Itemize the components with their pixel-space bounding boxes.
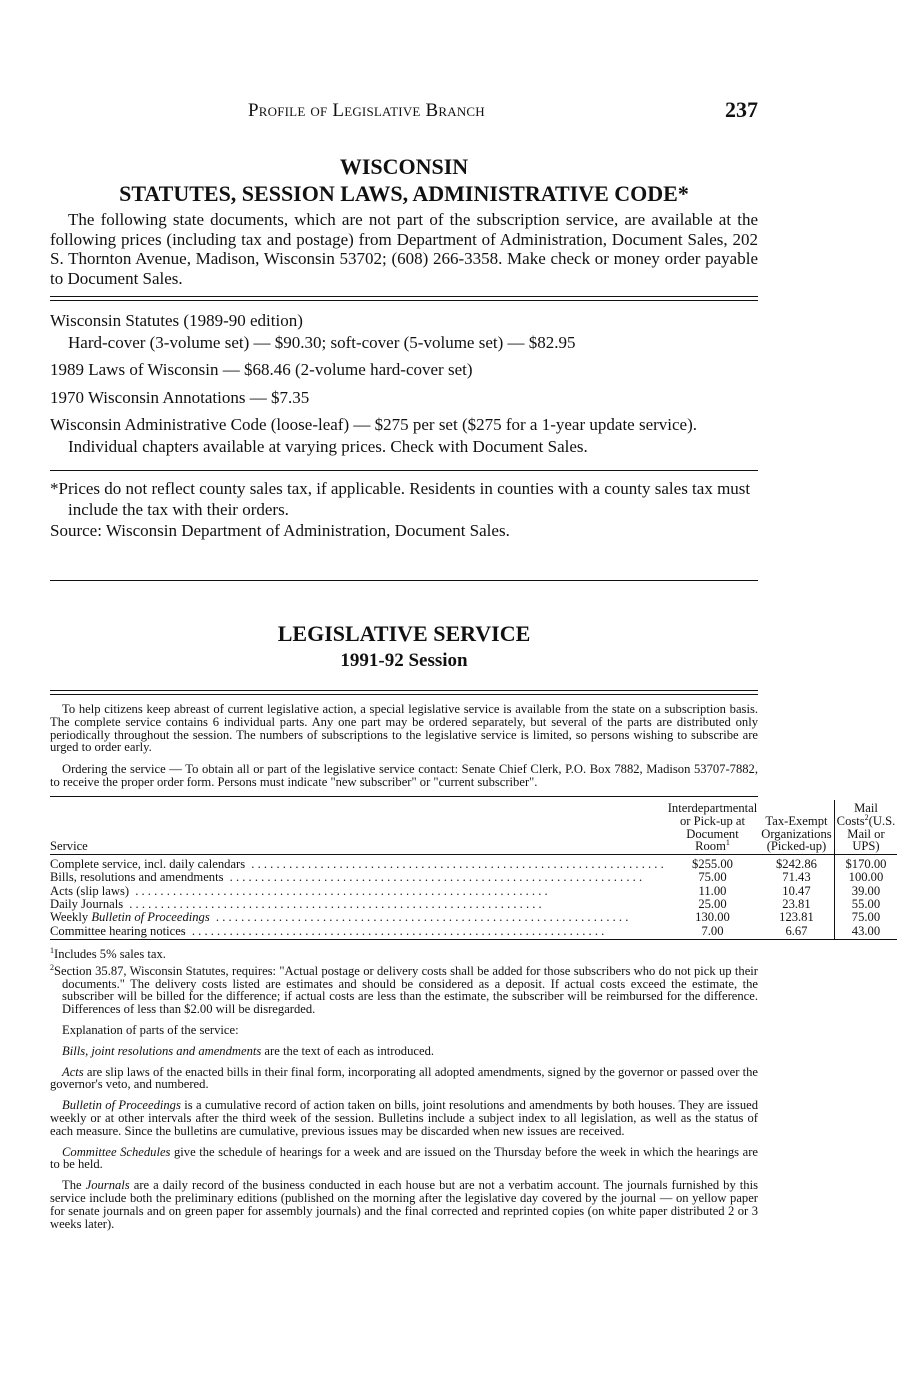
table-row [50,925,897,940]
page-number: 237 [725,97,758,122]
intro-paragraph: The following state documents, which are not part of the subscription service, are available at the following prices (including tax and postage) from Department of Administration, Document Sales, 202 S. Thornton Avenue, Madison, Wisconsin 53702; (608) 266-3358. Make check or money order payable to Document Sales. [50,210,758,288]
price-interdepartmental: 75.00 [698,870,727,885]
service-name: Daily Journals [50,897,124,912]
legislative-service-intro [50,703,758,789]
column-header-text: (U.S. Mail or UPS) [847,813,896,854]
price-tax-exempt: 123.81 [779,910,814,925]
price-interdepartmental: 7.00 [666,925,760,940]
divider-rule [50,470,758,471]
price-mail: 43.00 [834,925,897,940]
divider-rule [50,580,758,581]
footnote-text: *Prices do not reflect county sales tax, if applicable. Residents in counties with a county sales tax must include the tax with their orders. [50,479,751,519]
running-head [50,97,758,126]
double-rule [50,296,758,301]
table-row [50,898,897,911]
source-note: Source: Wisconsin Department of Administration, Document Sales. [50,521,510,540]
price-mail: 55.00 [834,898,897,911]
price-list [50,310,758,457]
price-interdepartmental: 130.00 [695,910,730,925]
price-item: Hard-cover (3-volume set) — $90.30; soft-cover (5-volume set) — $82.95 [68,332,576,352]
notes-and-explanations [50,945,758,1234]
column-header-text: Interdepartmental or Pick-up at Document Room [667,801,758,854]
price-mail: 75.00 [834,911,897,924]
price-mail: 100.00 [834,871,897,884]
section1-footnote [50,478,758,541]
table-row [50,871,897,884]
price-item: Wisconsin Statutes (1989-90 edition) [50,311,303,330]
service-name: Bills, resolutions and amendments [50,870,224,885]
price-item: Wisconsin Administrative Code (loose-leaf) — $275 per set ($275 for a 1-year update service). Individual chapters available at varying prices. Check with Document Sales. [50,415,698,456]
table-row [50,855,897,872]
price-tax-exempt: 6.67 [759,925,834,940]
section-title-line1: WISCONSIN [339,154,469,179]
explanation-heading: Explanation of parts of the service: [62,1022,239,1037]
section-title: LEGISLATIVE SERVICE [277,621,531,646]
section-title-wisconsin [50,153,758,207]
price-tax-exempt: $242.86 [775,857,817,872]
table-footnote-2: $^2$Section 35.87, Wisconsin Statutes, requires: "Actual postage or delivery costs shall be added for those subscribers who do not pick up their documents." The delivery costs listed are estimates and should be considered as a deposit. If actual costs exceed the estimate, the subscriber will be billed for the difference; if actual costs are less than the estimate, the subscriber will be reimbursed for the difference. Differences of less than $2.00 will be disregarded. [50,962,758,1017]
paragraph: To help citizens keep abreast of current legislative action, a special legislative service is available from the state on a subscription basis. The complete service contains 6 individual parts. Any one part may be ordered separately, but several of the parts are distributed only periodically throughout the session. The numbers of subscriptions to the legislative service is limited, so persons wishing to subscribe are urged to order early. [50,702,758,755]
explanation-bills: Bills, joint resolutions and amendments are the text of each as introduced. [62,1043,435,1058]
price-tax-exempt: 23.81 [782,897,811,912]
price-tax-exempt: 71.43 [782,870,811,885]
column-header-interdepartmental [666,800,760,855]
service-price-table [50,800,897,940]
divider-rule [50,796,758,797]
table-row [50,885,897,898]
column-header-tax-exempt: Tax-Exempt Organizations (Picked-up) [759,800,834,855]
column-header-service: Service [50,800,666,855]
section-title-line2: STATUTES, SESSION LAWS, ADMINISTRATIVE CODE* [119,181,689,206]
price-interdepartmental: $255.00 [692,857,733,872]
price-item: 1989 Laws of Wisconsin — $68.46 (2-volume hard-cover set) [50,360,473,379]
price-interdepartmental: 11.00 [698,883,727,898]
explanation-acts: Acts are slip laws of the enacted bills in their final form, incorporating all adopted amendments, signed by the governor or passed over the governor's veto, and numbered. [50,1064,758,1092]
section-subtitle: 1991-92 Session [340,650,468,671]
price-mail: $170.00 [834,855,897,872]
price-mail: 39.00 [834,885,897,898]
table-header-row [50,800,897,855]
section-title-legislative-service [50,620,758,674]
explanation-committee-schedules: Committee Schedules give the schedule of hearings for a week and are issued on the Thursday before the week in which the hearings are to be held. [50,1144,758,1172]
service-name: Acts (slip laws) [50,883,130,898]
price-interdepartmental: 25.00 [698,897,727,912]
paragraph-ordering: Ordering the service — To obtain all or part of the legislative service contact: Senate Chief Clerk, P.O. Box 7882, Madison 53707-7882, to receive the proper order form. Persons must indicate "new subscriber" or "current subscriber". [50,762,758,789]
price-item: 1970 Wisconsin Annotations — $7.35 [50,387,310,407]
table-row [50,911,897,924]
price-tax-exempt: 10.47 [782,883,811,898]
running-title: Profile of Legislative Branch [248,100,485,121]
table-footnote-1: $^1$Includes 5% sales tax. [50,945,166,961]
footnote-mark: 1 [725,838,730,848]
column-header-mail-costs [834,800,897,855]
double-rule [50,690,758,695]
explanation-bulletin: Bulletin of Proceedings is a cumulative record of action taken on bills, joint resolutions and amendments by both houses. They are issued weekly or at other intervals after the third week of the session. Bulletins include a subject index to all legislation, as well as the status of each measure. Since the bulletins are cumulative, previous issues may be discarded when new issues are received. [50,1098,758,1138]
column-header-text: Mail Costs [836,801,878,828]
service-name: Complete service, incl. daily calendars [50,857,246,872]
explanation-journals: The Journals are a daily record of the business conducted in each house but are not a verbatim account. The journals furnished by this service include both the preliminary editions (published on the morning after the legislative day covered by the journal — on yellow paper for senate journals and on green paper for assembly journals) and the final corrected and reprinted copies (on white paper distributed 2 or 3 weeks later). [50,1178,758,1231]
footnote-mark: 2 [864,812,869,822]
service-name: Weekly Bulletin of Proceedings [50,910,210,925]
service-name: Committee hearing notices [50,923,186,938]
